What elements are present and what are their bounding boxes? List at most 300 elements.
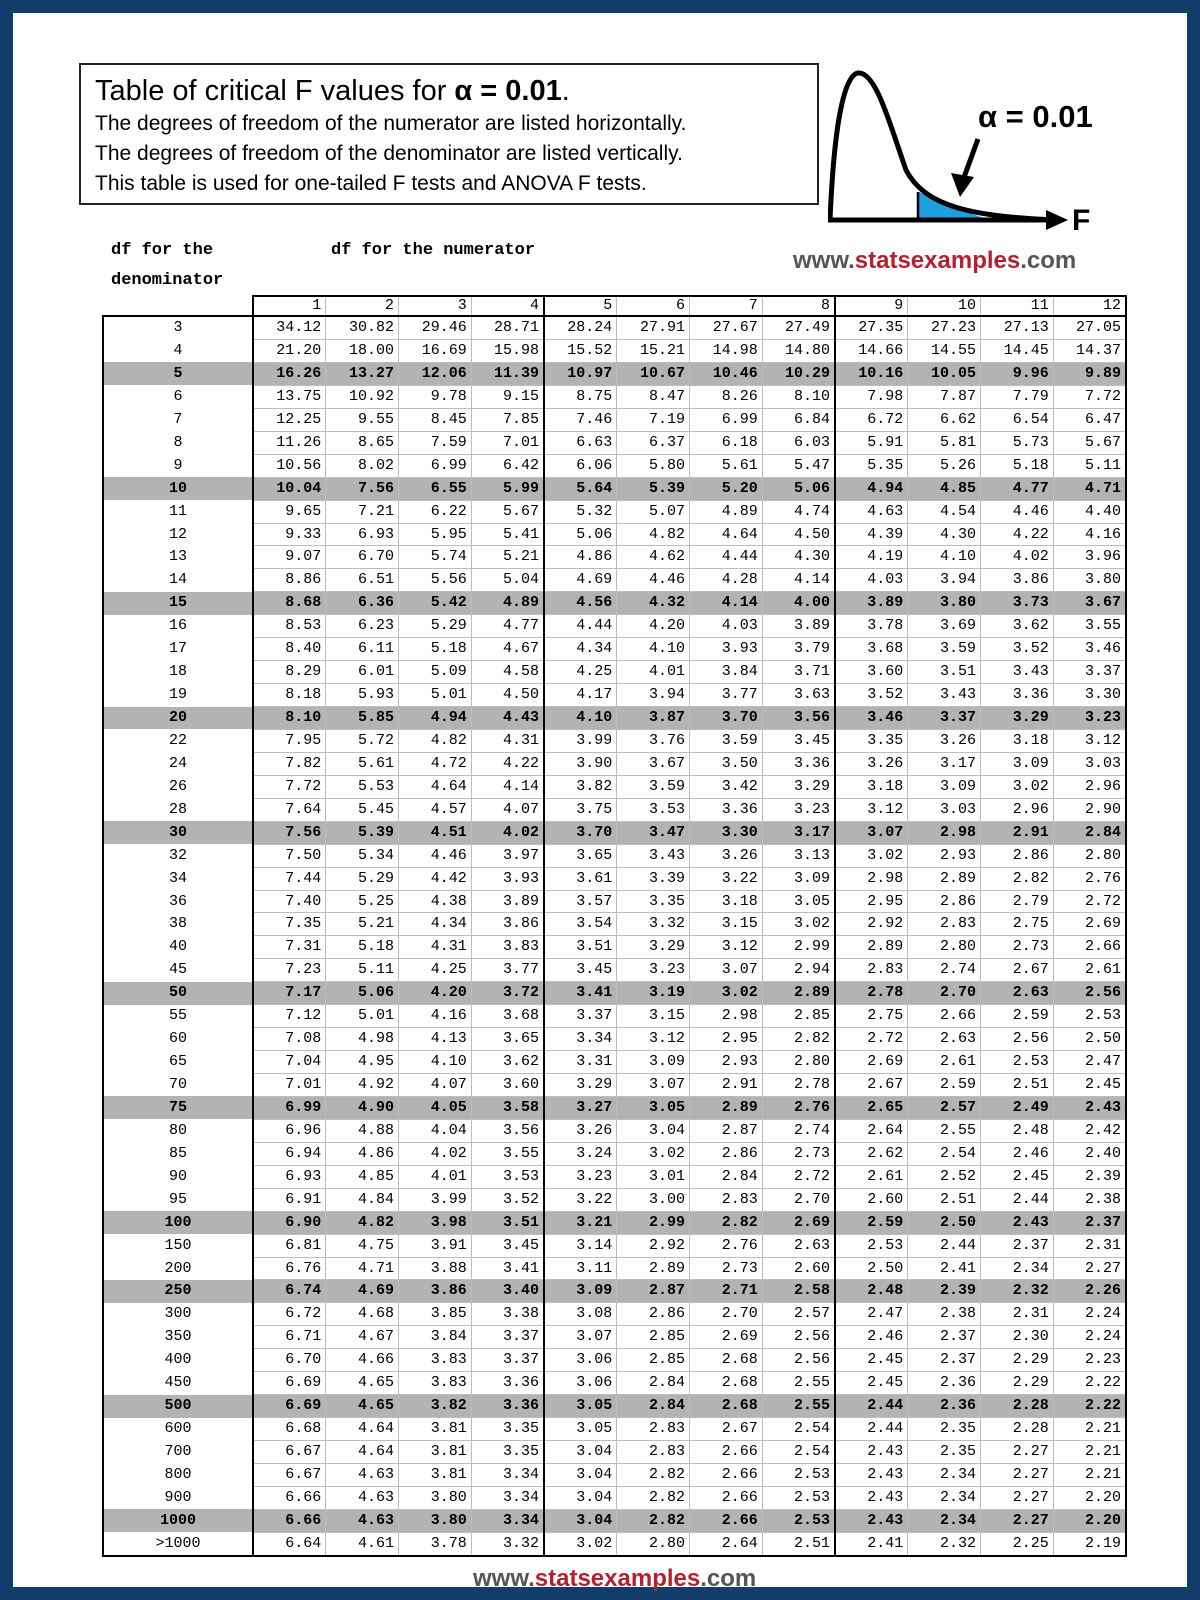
denominator-df-cell: 350: [103, 1326, 253, 1349]
critical-value-cell: 3.12: [690, 936, 763, 959]
critical-value-cell: 3.36: [762, 752, 835, 775]
critical-value-cell: 3.04: [617, 1119, 690, 1142]
critical-value-cell: 4.82: [399, 729, 472, 752]
critical-value-cell: 3.38: [471, 1303, 544, 1326]
critical-value-cell: 3.70: [544, 821, 617, 844]
critical-value-cell: 7.64: [253, 798, 326, 821]
critical-value-cell: 6.99: [399, 454, 472, 477]
critical-value-cell: 3.35: [617, 890, 690, 913]
critical-value-cell: 2.64: [835, 1119, 908, 1142]
critical-value-cell: 2.84: [690, 1165, 763, 1188]
denominator-df-cell: 75: [103, 1096, 253, 1119]
critical-value-cell: 8.29: [253, 661, 326, 684]
critical-value-cell: 3.73: [981, 592, 1054, 615]
table-row: [103, 913, 1126, 936]
critical-value-cell: 4.17: [544, 684, 617, 707]
critical-value-cell: 4.01: [399, 1165, 472, 1188]
critical-value-cell: 4.44: [544, 615, 617, 638]
critical-value-cell: 3.23: [544, 1165, 617, 1188]
table-title: [95, 73, 803, 109]
critical-value-cell: 2.85: [617, 1349, 690, 1372]
critical-value-cell: 3.87: [617, 707, 690, 730]
critical-value-cell: 2.21: [1053, 1441, 1126, 1464]
critical-value-cell: 2.31: [1053, 1234, 1126, 1257]
denominator-df-cell: >1000: [103, 1532, 253, 1556]
critical-value-cell: 3.36: [471, 1395, 544, 1418]
critical-value-cell: 3.36: [690, 798, 763, 821]
critical-value-cell: 2.69: [762, 1211, 835, 1234]
critical-value-cell: 4.46: [399, 844, 472, 867]
denominator-df-cell: 1000: [103, 1509, 253, 1532]
critical-value-cell: 2.34: [908, 1486, 981, 1509]
critical-value-cell: 2.45: [835, 1349, 908, 1372]
critical-value-cell: 4.10: [908, 546, 981, 569]
critical-value-cell: 2.43: [835, 1463, 908, 1486]
table-row: [103, 592, 1126, 615]
critical-value-cell: 7.95: [253, 729, 326, 752]
critical-value-cell: 4.75: [326, 1234, 399, 1257]
critical-value-cell: 4.02: [471, 821, 544, 844]
critical-value-cell: 3.32: [617, 913, 690, 936]
critical-value-cell: 2.80: [762, 1051, 835, 1074]
denominator-df-cell: 70: [103, 1074, 253, 1097]
numerator-df-header: 9: [835, 296, 908, 316]
critical-value-cell: 3.02: [981, 775, 1054, 798]
critical-value-cell: 2.20: [1053, 1509, 1126, 1532]
critical-value-cell: 5.06: [326, 982, 399, 1005]
critical-value-cell: 3.85: [399, 1303, 472, 1326]
critical-value-cell: 6.42: [471, 454, 544, 477]
critical-value-cell: 2.92: [617, 1234, 690, 1257]
critical-value-cell: 2.38: [1053, 1188, 1126, 1211]
critical-value-cell: 2.98: [835, 867, 908, 890]
critical-value-cell: 10.67: [617, 362, 690, 385]
critical-value-cell: 9.55: [326, 408, 399, 431]
critical-value-cell: 3.52: [471, 1188, 544, 1211]
critical-value-cell: 4.56: [544, 592, 617, 615]
critical-value-cell: 3.57: [544, 890, 617, 913]
critical-value-cell: 2.85: [762, 1005, 835, 1028]
critical-value-cell: 2.48: [981, 1119, 1054, 1142]
critical-value-cell: 3.60: [471, 1074, 544, 1097]
critical-value-cell: 3.03: [1053, 752, 1126, 775]
critical-value-cell: 8.18: [253, 684, 326, 707]
critical-value-cell: 3.22: [690, 867, 763, 890]
axis-arrow-icon: [1046, 210, 1068, 230]
critical-value-cell: 2.37: [981, 1234, 1054, 1257]
numerator-df-header: 7: [690, 296, 763, 316]
critical-value-cell: 3.04: [544, 1509, 617, 1532]
table-row: [103, 1188, 1126, 1211]
table-row: [103, 1280, 1126, 1303]
critical-value-cell: 2.32: [908, 1532, 981, 1556]
critical-value-cell: 4.94: [399, 707, 472, 730]
critical-value-cell: 27.23: [908, 316, 981, 340]
critical-value-cell: 7.59: [399, 431, 472, 454]
critical-value-cell: 7.35: [253, 913, 326, 936]
critical-value-cell: 4.46: [617, 569, 690, 592]
critical-value-cell: 2.37: [908, 1326, 981, 1349]
denominator-df-cell: 95: [103, 1188, 253, 1211]
denominator-df-cell: 32: [103, 844, 253, 867]
critical-value-cell: 6.06: [544, 454, 617, 477]
f-distribution-curve: [828, 65, 1108, 235]
critical-value-cell: 6.69: [253, 1395, 326, 1418]
critical-value-cell: 6.03: [762, 431, 835, 454]
critical-value-cell: 2.63: [981, 982, 1054, 1005]
critical-value-cell: 3.29: [544, 1074, 617, 1097]
critical-value-cell: 2.53: [1053, 1005, 1126, 1028]
critical-value-cell: 5.20: [690, 477, 763, 500]
critical-value-cell: 7.31: [253, 936, 326, 959]
critical-value-cell: 2.84: [617, 1372, 690, 1395]
table-row: [103, 821, 1126, 844]
critical-value-cell: 3.82: [544, 775, 617, 798]
critical-value-cell: 3.24: [544, 1142, 617, 1165]
critical-value-cell: 5.39: [326, 821, 399, 844]
critical-value-cell: 3.94: [617, 684, 690, 707]
critical-value-cell: 3.30: [690, 821, 763, 844]
critical-value-cell: 4.85: [326, 1165, 399, 1188]
critical-value-cell: 4.00: [762, 592, 835, 615]
critical-value-cell: 4.68: [326, 1303, 399, 1326]
critical-value-cell: 16.69: [399, 340, 472, 363]
critical-value-cell: 6.47: [1053, 408, 1126, 431]
critical-value-cell: 3.37: [471, 1349, 544, 1372]
critical-value-cell: 4.31: [399, 936, 472, 959]
critical-value-cell: 3.93: [690, 638, 763, 661]
critical-value-cell: 6.70: [326, 546, 399, 569]
critical-value-cell: 4.89: [690, 500, 763, 523]
critical-value-cell: 2.44: [981, 1188, 1054, 1211]
critical-value-cell: 2.26: [1053, 1280, 1126, 1303]
critical-value-cell: 4.71: [1053, 477, 1126, 500]
critical-value-cell: 2.95: [835, 890, 908, 913]
critical-value-cell: 6.91: [253, 1188, 326, 1211]
denominator-df-cell: 8: [103, 431, 253, 454]
critical-value-cell: 4.31: [471, 729, 544, 752]
critical-value-cell: 2.46: [981, 1142, 1054, 1165]
critical-value-cell: 2.82: [617, 1463, 690, 1486]
critical-value-cell: 7.01: [253, 1074, 326, 1097]
critical-value-cell: 3.39: [617, 867, 690, 890]
website-link-top[interactable]: www.statsexamples.com: [793, 247, 1077, 274]
critical-value-cell: 5.11: [326, 959, 399, 982]
critical-value-cell: 7.12: [253, 1005, 326, 1028]
critical-value-cell: 2.27: [981, 1486, 1054, 1509]
critical-value-cell: 5.80: [617, 454, 690, 477]
title-prefix: Table of critical F values for: [95, 75, 455, 107]
critical-value-cell: 6.90: [253, 1211, 326, 1234]
critical-value-cell: 2.27: [1053, 1257, 1126, 1280]
critical-value-cell: 3.35: [471, 1441, 544, 1464]
critical-value-cell: 5.01: [326, 1005, 399, 1028]
critical-value-cell: 3.89: [471, 890, 544, 913]
table-row: [103, 408, 1126, 431]
denominator-df-cell: 80: [103, 1119, 253, 1142]
numerator-df-header: 12: [1053, 296, 1126, 316]
critical-value-cell: 18.00: [326, 340, 399, 363]
table-row: [103, 1326, 1126, 1349]
critical-value-cell: 5.67: [1053, 431, 1126, 454]
denominator-df-cell: 38: [103, 913, 253, 936]
critical-value-cell: 5.74: [399, 546, 472, 569]
critical-value-cell: 2.27: [981, 1463, 1054, 1486]
critical-value-cell: 2.62: [835, 1142, 908, 1165]
critical-value-cell: 2.66: [690, 1463, 763, 1486]
critical-value-cell: 3.22: [544, 1188, 617, 1211]
critical-value-cell: 3.69: [908, 615, 981, 638]
critical-value-cell: 3.37: [544, 1005, 617, 1028]
critical-value-cell: 2.44: [908, 1234, 981, 1257]
critical-value-cell: 4.42: [399, 867, 472, 890]
critical-value-cell: 2.95: [690, 1028, 763, 1051]
critical-value-cell: 2.52: [908, 1165, 981, 1188]
critical-value-cell: 3.90: [544, 752, 617, 775]
denominator-df-cell: 55: [103, 1005, 253, 1028]
table-row: [103, 385, 1126, 408]
critical-value-cell: 3.02: [835, 844, 908, 867]
critical-value-cell: 6.99: [690, 408, 763, 431]
critical-value-cell: 4.02: [981, 546, 1054, 569]
critical-value-cell: 4.30: [908, 523, 981, 546]
critical-value-cell: 5.32: [544, 500, 617, 523]
critical-value-cell: 3.37: [1053, 661, 1126, 684]
critical-value-cell: 2.69: [690, 1326, 763, 1349]
numerator-df-header: 4: [471, 296, 544, 316]
critical-value-cell: 8.45: [399, 408, 472, 431]
critical-value-cell: 3.71: [762, 661, 835, 684]
critical-value-cell: 2.73: [981, 936, 1054, 959]
critical-value-cell: 2.83: [908, 913, 981, 936]
critical-value-cell: 4.62: [617, 546, 690, 569]
critical-value-cell: 3.26: [690, 844, 763, 867]
f-axis-label: F: [1072, 204, 1091, 235]
critical-value-cell: 4.10: [544, 707, 617, 730]
table-row: [103, 1096, 1126, 1119]
critical-value-cell: 2.43: [835, 1509, 908, 1532]
critical-value-cell: 3.06: [544, 1372, 617, 1395]
title-alpha: α = 0.01: [454, 75, 562, 107]
critical-value-cell: 2.39: [908, 1280, 981, 1303]
critical-value-cell: 3.23: [1053, 707, 1126, 730]
denominator-df-cell: 20: [103, 707, 253, 730]
critical-value-cell: 4.82: [617, 523, 690, 546]
critical-value-cell: 3.99: [544, 729, 617, 752]
critical-value-cell: 5.61: [326, 752, 399, 775]
critical-value-cell: 6.72: [835, 408, 908, 431]
critical-value-cell: 2.69: [835, 1051, 908, 1074]
critical-value-cell: 8.53: [253, 615, 326, 638]
critical-value-cell: 7.82: [253, 752, 326, 775]
critical-value-cell: 9.07: [253, 546, 326, 569]
critical-value-cell: 28.71: [471, 316, 544, 340]
critical-value-cell: 2.35: [908, 1418, 981, 1441]
critical-value-cell: 5.09: [399, 661, 472, 684]
critical-value-cell: 2.41: [835, 1532, 908, 1556]
critical-value-cell: 2.43: [1053, 1096, 1126, 1119]
critical-value-cell: 14.45: [981, 340, 1054, 363]
denominator-df-cell: 9: [103, 454, 253, 477]
critical-value-cell: 2.96: [1053, 775, 1126, 798]
denominator-df-cell: 15: [103, 592, 253, 615]
critical-value-cell: 10.56: [253, 454, 326, 477]
critical-value-cell: 5.07: [617, 500, 690, 523]
critical-value-cell: 5.99: [471, 477, 544, 500]
table-row: [103, 1074, 1126, 1097]
critical-value-cell: 4.63: [326, 1463, 399, 1486]
critical-value-cell: 5.29: [399, 615, 472, 638]
critical-value-cell: 2.75: [981, 913, 1054, 936]
critical-value-cell: 10.04: [253, 477, 326, 500]
critical-value-cell: 2.28: [981, 1418, 1054, 1441]
table-row: [103, 454, 1126, 477]
critical-value-cell: 2.35: [908, 1441, 981, 1464]
critical-value-cell: 4.67: [471, 638, 544, 661]
denominator-df-cell: 10: [103, 477, 253, 500]
critical-value-cell: 2.87: [617, 1280, 690, 1303]
denominator-df-cell: 450: [103, 1372, 253, 1395]
critical-value-cell: 2.93: [690, 1051, 763, 1074]
numerator-df-header: 3: [399, 296, 472, 316]
critical-value-cell: 4.38: [399, 890, 472, 913]
table-row: [103, 1257, 1126, 1280]
critical-value-cell: 2.50: [1053, 1028, 1126, 1051]
critical-value-cell: 3.37: [908, 707, 981, 730]
critical-value-cell: 2.45: [1053, 1074, 1126, 1097]
critical-value-cell: 7.98: [835, 385, 908, 408]
critical-value-cell: 2.66: [1053, 936, 1126, 959]
critical-value-cell: 2.57: [908, 1096, 981, 1119]
critical-value-cell: 4.95: [326, 1051, 399, 1074]
critical-value-cell: 2.45: [835, 1372, 908, 1395]
critical-value-cell: 3.83: [399, 1372, 472, 1395]
critical-value-cell: 3.02: [690, 982, 763, 1005]
critical-value-cell: 3.05: [617, 1096, 690, 1119]
critical-value-cell: 2.24: [1053, 1303, 1126, 1326]
critical-value-cell: 3.12: [835, 798, 908, 821]
table-row: [103, 1119, 1126, 1142]
critical-value-cell: 3.55: [471, 1142, 544, 1165]
critical-value-cell: 2.56: [762, 1326, 835, 1349]
critical-value-cell: 3.18: [981, 729, 1054, 752]
table-row: [103, 1142, 1126, 1165]
critical-value-cell: 3.80: [908, 592, 981, 615]
critical-value-cell: 5.81: [908, 431, 981, 454]
critical-value-cell: 27.35: [835, 316, 908, 340]
table-row: [103, 316, 1126, 340]
critical-value-cell: 5.39: [617, 477, 690, 500]
critical-value-cell: 3.53: [617, 798, 690, 821]
critical-value-cell: 6.23: [326, 615, 399, 638]
critical-value-cell: 2.48: [835, 1280, 908, 1303]
critical-value-cell: 11.39: [471, 362, 544, 385]
critical-value-cell: 3.46: [835, 707, 908, 730]
critical-value-cell: 3.53: [471, 1165, 544, 1188]
critical-value-cell: 6.51: [326, 569, 399, 592]
critical-value-cell: 3.17: [908, 752, 981, 775]
critical-value-cell: 5.26: [908, 454, 981, 477]
critical-value-cell: 2.91: [690, 1074, 763, 1097]
critical-value-cell: 4.92: [326, 1074, 399, 1097]
critical-value-cell: 3.70: [690, 707, 763, 730]
critical-value-cell: 5.01: [399, 684, 472, 707]
critical-value-cell: 2.74: [762, 1119, 835, 1142]
critical-value-cell: 2.82: [690, 1211, 763, 1234]
critical-value-cell: 2.87: [690, 1119, 763, 1142]
critical-value-cell: 2.85: [617, 1326, 690, 1349]
denominator-df-cell: 50: [103, 982, 253, 1005]
critical-value-cell: 3.14: [544, 1234, 617, 1257]
critical-value-cell: 14.80: [762, 340, 835, 363]
critical-value-cell: 4.86: [326, 1142, 399, 1165]
denominator-df-cell: 28: [103, 798, 253, 821]
denominator-df-cell: 5: [103, 362, 253, 385]
critical-value-cell: 4.89: [471, 592, 544, 615]
table-row: [103, 1051, 1126, 1074]
critical-value-cell: 3.09: [544, 1280, 617, 1303]
critical-value-cell: 3.79: [762, 638, 835, 661]
website-link-bottom[interactable]: www.statsexamples.com: [473, 1565, 757, 1592]
denominator-header-line2: denominator: [111, 271, 224, 290]
critical-value-cell: 4.16: [399, 1005, 472, 1028]
denominator-df-cell: 18: [103, 661, 253, 684]
critical-value-cell: 3.36: [981, 684, 1054, 707]
critical-value-cell: 4.07: [471, 798, 544, 821]
critical-value-cell: 3.41: [544, 982, 617, 1005]
critical-value-cell: 3.72: [471, 982, 544, 1005]
critical-value-cell: 2.63: [908, 1028, 981, 1051]
critical-value-cell: 4.02: [399, 1142, 472, 1165]
critical-value-cell: 2.55: [762, 1372, 835, 1395]
critical-value-cell: 5.25: [326, 890, 399, 913]
critical-value-cell: 4.22: [981, 523, 1054, 546]
numerator-header: df for the numerator: [331, 241, 536, 260]
table-row: [103, 638, 1126, 661]
critical-value-cell: 2.50: [908, 1211, 981, 1234]
corner-cell: [103, 296, 253, 316]
critical-value-cell: 6.37: [617, 431, 690, 454]
table-row: [103, 546, 1126, 569]
critical-value-cell: 5.18: [326, 936, 399, 959]
critical-value-cell: 2.51: [908, 1188, 981, 1211]
critical-value-cell: 3.68: [471, 1005, 544, 1028]
critical-value-cell: 4.14: [690, 592, 763, 615]
critical-value-cell: 4.50: [762, 523, 835, 546]
critical-value-cell: 3.86: [399, 1280, 472, 1303]
critical-value-cell: 2.59: [981, 1005, 1054, 1028]
critical-value-cell: 4.85: [908, 477, 981, 500]
critical-value-cell: 3.09: [981, 752, 1054, 775]
description-box: [79, 63, 819, 205]
critical-value-cell: 2.68: [690, 1372, 763, 1395]
critical-value-cell: 3.40: [471, 1280, 544, 1303]
critical-value-cell: 2.91: [981, 821, 1054, 844]
critical-value-cell: 5.35: [835, 454, 908, 477]
critical-value-cell: 8.26: [690, 385, 763, 408]
critical-value-cell: 3.68: [835, 638, 908, 661]
critical-value-cell: 2.45: [981, 1165, 1054, 1188]
critical-value-cell: 5.34: [326, 844, 399, 867]
denominator-df-cell: 250: [103, 1280, 253, 1303]
critical-value-cell: 3.75: [544, 798, 617, 821]
critical-value-cell: 2.25: [981, 1532, 1054, 1556]
critical-value-cell: 2.39: [1053, 1165, 1126, 1188]
critical-value-cell: 2.36: [908, 1372, 981, 1395]
critical-value-cell: 4.64: [326, 1418, 399, 1441]
critical-value-cell: 2.82: [617, 1509, 690, 1532]
critical-value-cell: 3.27: [544, 1096, 617, 1119]
